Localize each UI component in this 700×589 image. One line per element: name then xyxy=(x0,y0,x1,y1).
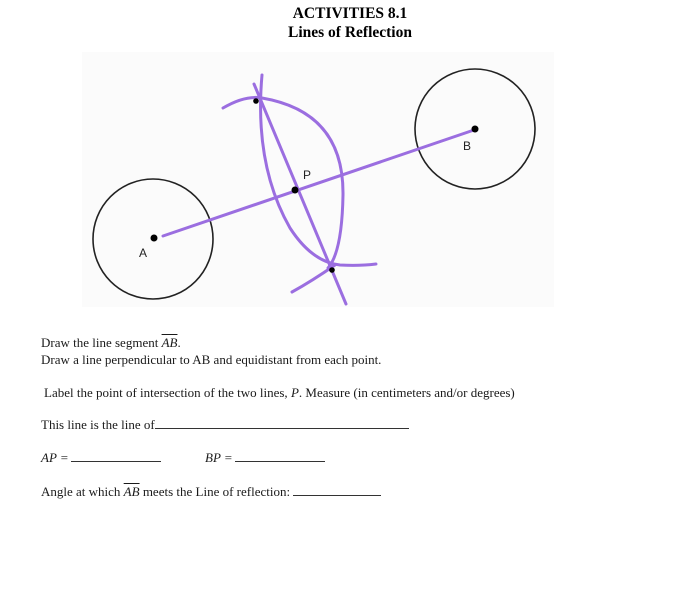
activity-number: ACTIVITIES 8.1 xyxy=(292,5,408,22)
ap-answer-blank[interactable] xyxy=(71,450,161,462)
instruction-draw-prefix: Draw the line segment xyxy=(41,335,162,350)
line-of-answer-blank[interactable] xyxy=(155,417,409,429)
segment-ab-notation: $\overline{AB}$ xyxy=(161,335,178,350)
arc-intersection-top xyxy=(253,98,259,104)
bp-label: BP = xyxy=(205,450,233,465)
instruction-perpendicular: Draw a line perpendicular to AB and equidistant from each point. xyxy=(41,352,382,367)
question-line-of xyxy=(41,417,409,433)
instruction-label-intersection xyxy=(44,385,515,401)
activity-title: Lines of Reflection xyxy=(288,24,412,41)
angle-answer-blank[interactable] xyxy=(293,484,381,496)
point-b-label: B xyxy=(463,139,472,153)
question-ap xyxy=(41,450,161,466)
point-b xyxy=(472,126,479,133)
instruction-label-prefix: Label the point of intersection of the two lines, xyxy=(44,385,291,400)
question-bp xyxy=(205,450,325,466)
angle-prefix: Angle at which xyxy=(41,484,124,499)
bp-answer-blank[interactable] xyxy=(235,450,325,462)
point-p xyxy=(292,187,299,194)
instruction-draw-suffix: . xyxy=(177,335,181,350)
angle-suffix: meets the Line of reflection: xyxy=(139,484,291,499)
angle-segment-notation: $\overline{AB}$ xyxy=(123,484,140,499)
ap-label: AP = xyxy=(41,450,69,465)
instruction-draw-segment xyxy=(41,335,181,351)
point-a-label: A xyxy=(139,246,148,260)
question-line-of-label: This line is the line of xyxy=(41,417,155,432)
instruction-label-suffix: . Measure (in centimeters and/or degrees) xyxy=(298,385,515,400)
arc-intersection-bottom xyxy=(329,267,335,273)
point-a xyxy=(151,235,158,242)
point-p-label: P xyxy=(303,168,312,182)
question-angle xyxy=(41,484,381,500)
instruction-label-point: P xyxy=(290,385,299,400)
